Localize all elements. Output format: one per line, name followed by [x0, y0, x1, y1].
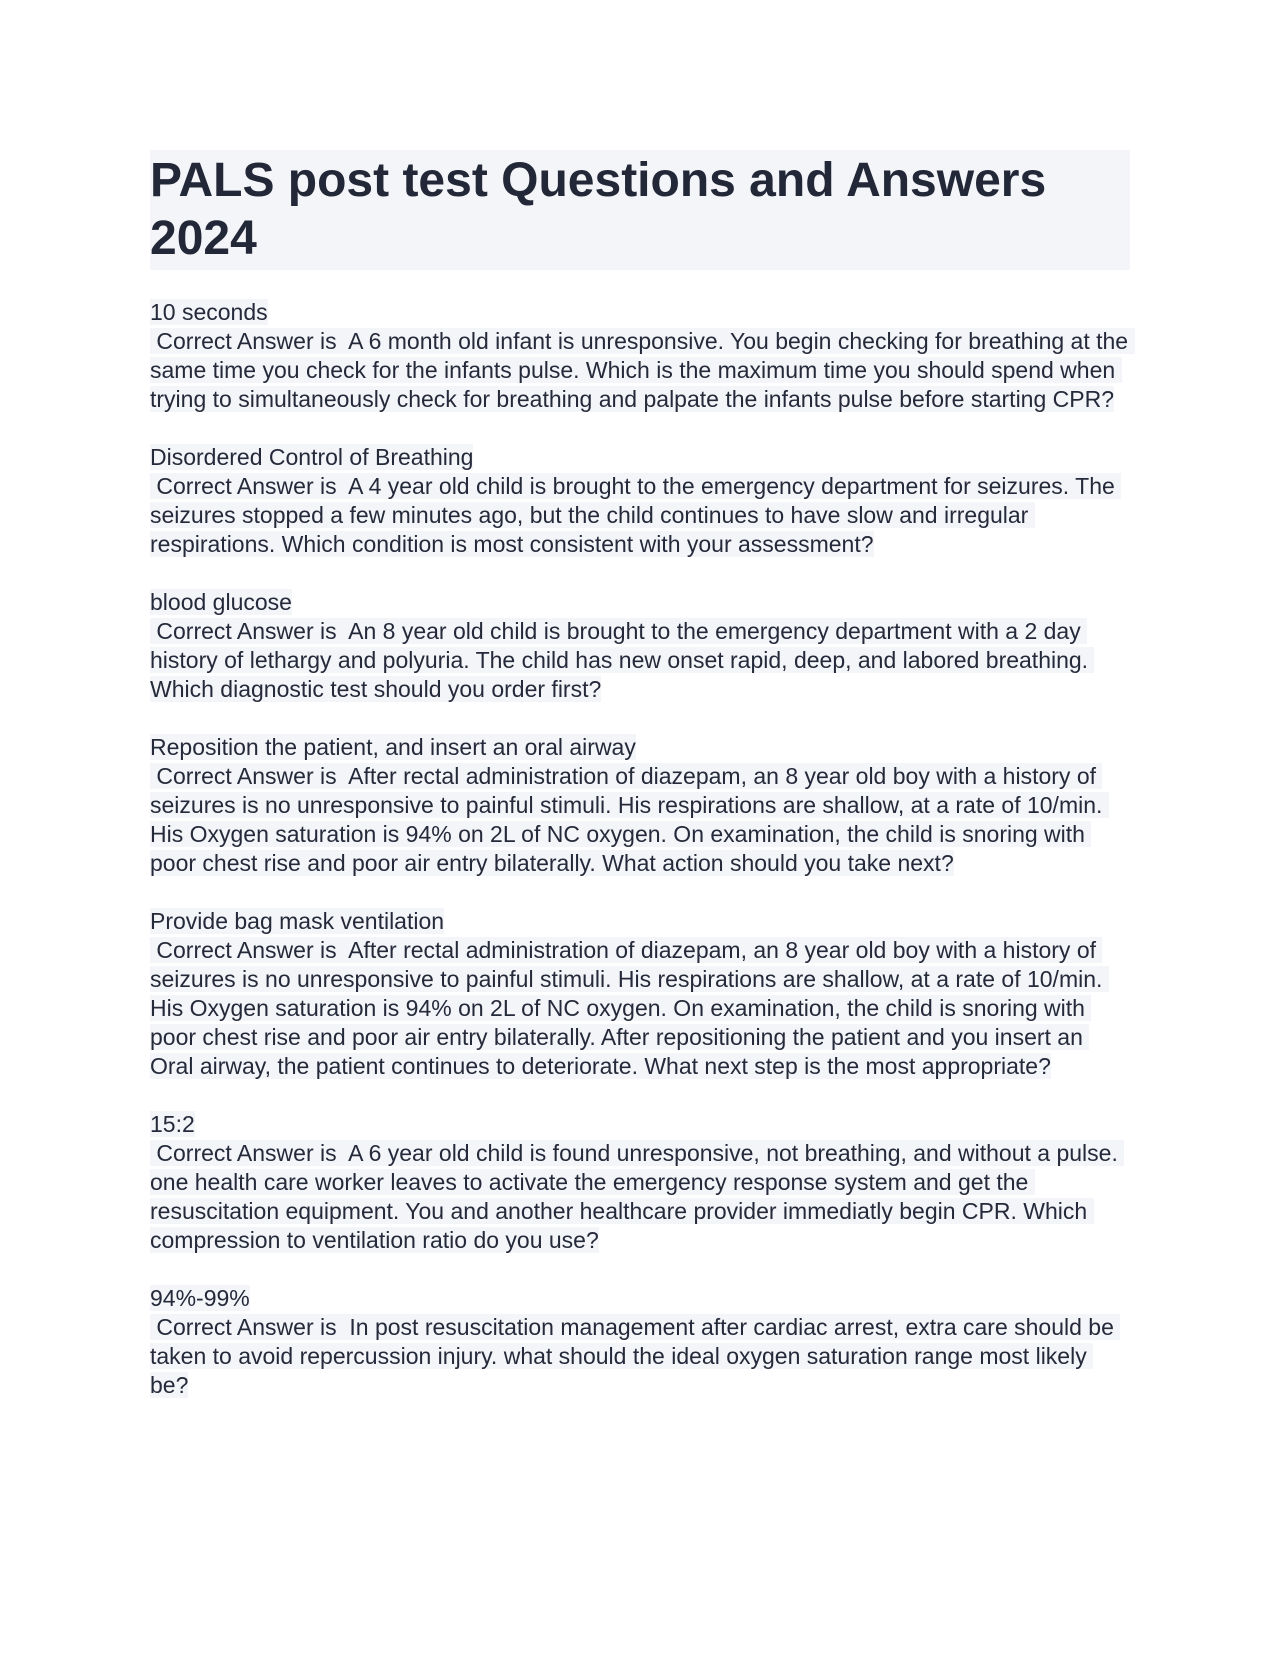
question-text: After rectal administration of diazepam, an 8 year old boy with a history of seizures is no unresponsive to painful stimuli. His respirations are shallow, at a rate of 10/min. His Oxygen saturation is 94% on 2L of NC oxygen. On examination, the child is snoring with poor chest rise and poor air entry bilaterally. What action should you take next? — [150, 763, 1109, 876]
question-text: In post resuscitation management after cardiac arrest, extra care should be taken to avoid repercussion injury. what should the ideal oxygen saturation range most likely be? — [150, 1314, 1121, 1398]
qa-item — [150, 298, 1135, 414]
answer-text: 15:2 — [150, 1111, 195, 1137]
question-text: After rectal administration of diazepam, an 8 year old boy with a history of seizures is no unresponsive to painful stimuli. His respirations are shallow, at a rate of 10/min. His Oxygen saturation is 94% on 2L of NC oxygen. On examination, the child is snoring with poor chest rise and poor air entry bilaterally. After repositioning the patient and you insert an Oral airway, the patient continues to deteriorate. What next step is the most appropriate? — [150, 937, 1109, 1079]
correct-answer-prefix: Correct Answer is — [150, 618, 349, 644]
answer-text: 94%-99% — [150, 1285, 250, 1311]
question-text: A 6 month old infant is unresponsive. You begin checking for breathing at the same time you check for the infants pulse. Which is the maximum time you should spend when trying to simultaneously check for breathing and palpate the infants pulse before starting CPR? — [150, 328, 1135, 412]
correct-answer-prefix: Correct Answer is — [150, 328, 349, 354]
document-page — [150, 150, 1135, 1429]
answer-text: Provide bag mask ventilation — [150, 908, 445, 934]
correct-answer-prefix: Correct Answer is — [150, 1314, 350, 1340]
qa-item — [150, 1110, 1130, 1255]
document-title: PALS post test Questions and Answers 2024 — [150, 150, 1130, 270]
correct-answer-prefix: Correct Answer is — [150, 763, 349, 789]
qa-item — [150, 907, 1130, 1081]
question-text: An 8 year old child is brought to the emergency department with a 2 day history of lethargy and polyuria. The child has new onset rapid, deep, and labored breathing. Which diagnostic test should you order first? — [150, 618, 1095, 702]
qa-item — [150, 588, 1130, 704]
correct-answer-prefix: Correct Answer is — [150, 1140, 349, 1166]
qa-item — [150, 443, 1130, 559]
answer-text: Disordered Control of Breathing — [150, 444, 474, 470]
qa-list — [150, 298, 1135, 1400]
correct-answer-prefix: Correct Answer is — [150, 937, 349, 963]
correct-answer-prefix: Correct Answer is — [150, 473, 349, 499]
qa-item — [150, 1284, 1130, 1400]
answer-text: blood glucose — [150, 589, 292, 615]
answer-text: Reposition the patient, and insert an oral airway — [150, 734, 636, 760]
qa-item — [150, 733, 1130, 878]
question-text: A 6 year old child is found unresponsive, not breathing, and without a pulse. one health care worker leaves to activate the emergency response system and get the resuscitation equipment. You and another healthcare provider immediatly begin CPR. Which compression to ventilation ratio do you use? — [150, 1140, 1125, 1253]
question-text: A 4 year old child is brought to the emergency department for seizures. The seizures stopped a few minutes ago, but the child continues to have slow and irregular respirations. Which condition is most consistent with your assessment? — [150, 473, 1122, 557]
answer-text: 10 seconds — [150, 299, 268, 325]
